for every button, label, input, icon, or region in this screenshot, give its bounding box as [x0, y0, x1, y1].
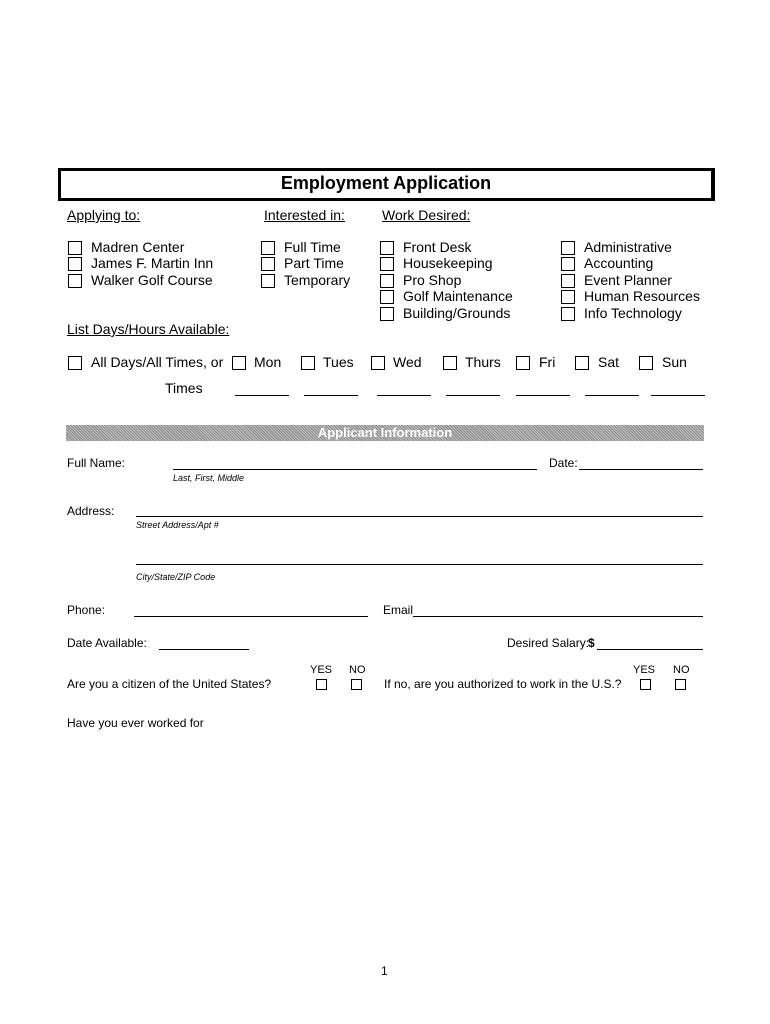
option-golf-maintenance: Golf Maintenance — [403, 288, 513, 304]
desired-salary-field[interactable] — [597, 649, 703, 650]
phone-field[interactable] — [134, 616, 368, 617]
street-address-hint: Street Address/Apt # — [136, 520, 219, 530]
email-field[interactable] — [413, 616, 703, 617]
checkbox-mon[interactable] — [232, 356, 246, 370]
checkbox-building-grounds[interactable] — [380, 307, 394, 321]
option-event-planner: Event Planner — [584, 272, 672, 288]
times-sat-field[interactable] — [585, 395, 639, 396]
times-mon-field[interactable] — [235, 395, 289, 396]
option-madren-center: Madren Center — [91, 239, 185, 255]
date-label: Date: — [549, 456, 578, 470]
full-name-hint: Last, First, Middle — [173, 473, 245, 483]
option-walker-golf-course: Walker Golf Course — [91, 272, 213, 288]
checkbox-housekeeping[interactable] — [380, 257, 394, 271]
page-number: 1 — [381, 964, 388, 978]
date-available-label: Date Available: — [67, 636, 147, 650]
checkbox-james-f-martin-inn[interactable] — [68, 257, 82, 271]
times-label: Times — [165, 380, 203, 396]
applying-to-heading: Applying to: — [67, 207, 141, 223]
day-sun: Sun — [662, 354, 687, 370]
day-sat: Sat — [598, 354, 620, 370]
option-info-technology: Info Technology — [584, 305, 682, 321]
option-accounting: Accounting — [584, 255, 654, 271]
checkbox-temporary[interactable] — [261, 274, 275, 288]
city-state-zip-hint: City/State/ZIP Code — [136, 572, 216, 582]
option-temporary: Temporary — [284, 272, 351, 288]
option-building-grounds: Building/Grounds — [403, 305, 511, 321]
times-wed-field[interactable] — [377, 395, 431, 396]
option-pro-shop: Pro Shop — [403, 272, 462, 288]
date-available-field[interactable] — [159, 649, 249, 650]
applicant-information-band — [66, 425, 704, 441]
salary-symbol: $ — [588, 636, 595, 650]
authorized-question: If no, are you authorized to work in the U.S.? — [384, 677, 622, 691]
work-desired-heading: Work Desired: — [382, 207, 471, 223]
email-label: Email — [383, 603, 414, 617]
option-james-f-martin-inn: James F. Martin Inn — [91, 255, 214, 271]
authorized-no-label: NO — [673, 664, 690, 676]
checkbox-wed[interactable] — [371, 356, 385, 370]
option-human-resources: Human Resources — [584, 288, 700, 304]
checkbox-accounting[interactable] — [561, 257, 575, 271]
times-fri-field[interactable] — [516, 395, 570, 396]
day-wed: Wed — [393, 354, 422, 370]
option-all-days: All Days/All Times, or — [91, 354, 224, 370]
date-field[interactable] — [579, 469, 703, 470]
day-mon: Mon — [254, 354, 282, 370]
option-part-time: Part Time — [284, 255, 344, 271]
full-name-label: Full Name: — [67, 456, 126, 470]
checkbox-info-technology[interactable] — [561, 307, 575, 321]
title-box — [58, 168, 715, 201]
city-state-zip-field[interactable] — [136, 564, 703, 565]
checkbox-sat[interactable] — [575, 356, 589, 370]
checkbox-human-resources[interactable] — [561, 290, 575, 304]
citizen-no-label: NO — [349, 664, 366, 676]
authorized-yes-label: YES — [633, 664, 656, 676]
authorized-yes-checkbox[interactable] — [640, 679, 651, 690]
option-administrative: Administrative — [584, 239, 672, 255]
address-label: Address: — [67, 504, 115, 518]
citizen-no-checkbox[interactable] — [351, 679, 362, 690]
checkbox-walker-golf-course[interactable] — [68, 274, 82, 288]
checkbox-full-time[interactable] — [261, 241, 275, 255]
citizen-question: Are you a citizen of the United States? — [67, 677, 272, 691]
checkbox-pro-shop[interactable] — [380, 274, 394, 288]
times-sun-field[interactable] — [651, 395, 705, 396]
full-name-field[interactable] — [173, 469, 537, 470]
checkbox-thurs[interactable] — [443, 356, 457, 370]
section-title: Applicant Information — [317, 425, 453, 440]
checkbox-all-days[interactable] — [68, 356, 82, 370]
interested-in-heading: Interested in: — [264, 207, 345, 223]
day-tues: Tues — [323, 354, 354, 370]
times-thurs-field[interactable] — [446, 395, 500, 396]
checkbox-tues[interactable] — [301, 356, 315, 370]
checkbox-part-time[interactable] — [261, 257, 275, 271]
phone-label: Phone: — [67, 603, 106, 617]
citizen-yes-label: YES — [310, 664, 333, 676]
page-title: Employment Application — [280, 173, 492, 193]
checkbox-event-planner[interactable] — [561, 274, 575, 288]
citizen-yes-checkbox[interactable] — [316, 679, 327, 690]
checkbox-fri[interactable] — [516, 356, 530, 370]
authorized-no-checkbox[interactable] — [675, 679, 686, 690]
street-address-field[interactable] — [136, 516, 703, 517]
desired-salary-label: Desired Salary: — [507, 636, 590, 650]
availability-heading: List Days/Hours Available: — [67, 321, 230, 337]
times-tues-field[interactable] — [304, 395, 358, 396]
checkbox-sun[interactable] — [639, 356, 653, 370]
day-fri: Fri — [539, 354, 556, 370]
worked-for-question: Have you ever worked for — [67, 716, 204, 730]
checkbox-administrative[interactable] — [561, 241, 575, 255]
checkbox-golf-maintenance[interactable] — [380, 290, 394, 304]
option-full-time: Full Time — [284, 239, 341, 255]
checkbox-madren-center[interactable] — [68, 241, 82, 255]
checkbox-front-desk[interactable] — [380, 241, 394, 255]
option-housekeeping: Housekeeping — [403, 255, 493, 271]
option-front-desk: Front Desk — [403, 239, 472, 255]
day-thurs: Thurs — [465, 354, 501, 370]
